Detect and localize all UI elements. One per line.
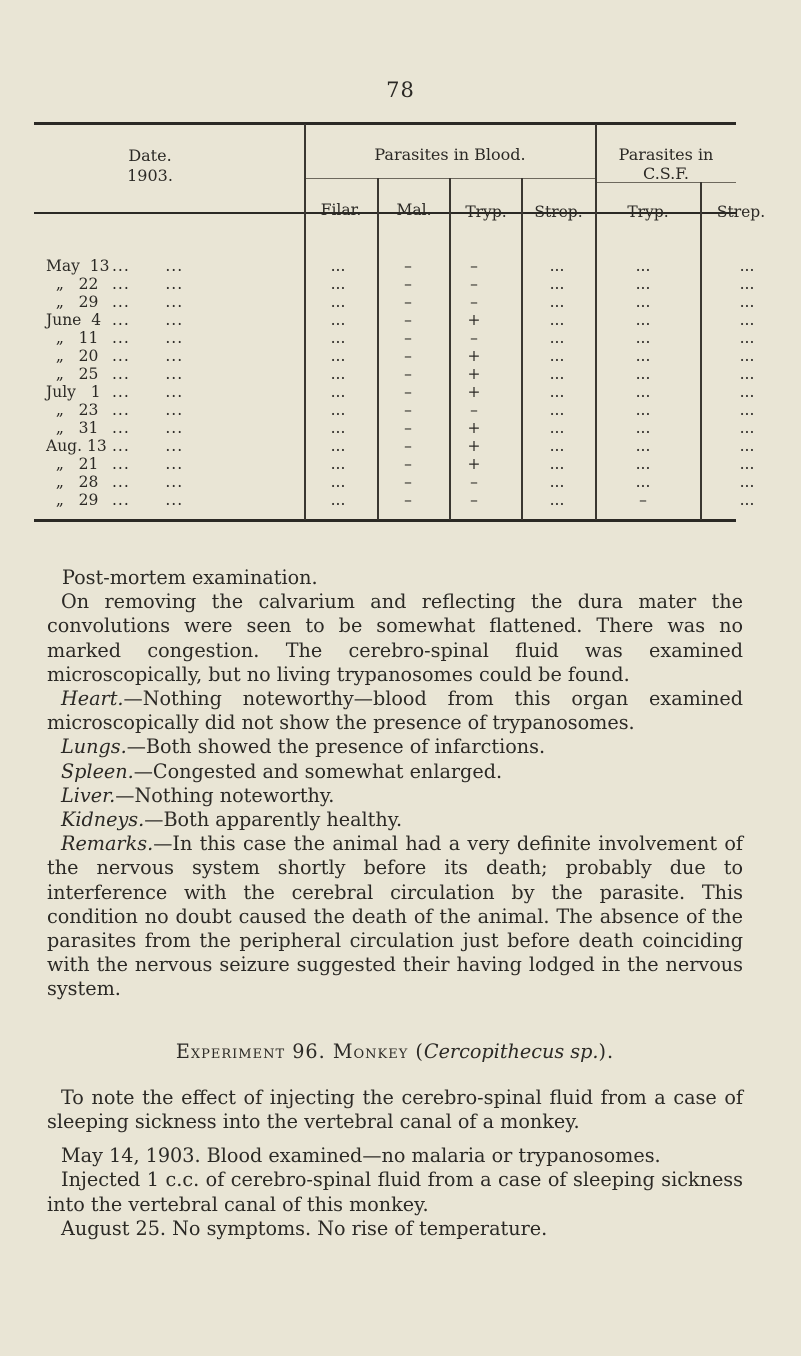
cell-mal: – (404, 257, 412, 275)
table-row (0, 311, 801, 329)
row-leader-dots: ... ... (112, 365, 184, 383)
cell-csf-strep: ... (739, 347, 755, 365)
row-leader-dots: ... ... (112, 293, 184, 311)
cell-strep: ... (549, 473, 565, 491)
cell-mal: – (404, 347, 412, 365)
cell-csf-strep: ... (739, 401, 755, 419)
heart-label: Heart. (61, 687, 124, 711)
row-leader-dots: ... ... (112, 437, 184, 455)
cell-mal: – (404, 275, 412, 293)
post-mortem-heart (47, 687, 743, 735)
experiment-title-text: Experiment 96. Monkey ( (175, 1039, 424, 1063)
cell-tryp: + (467, 437, 481, 455)
cell-tryp: – (470, 293, 478, 311)
cell-csf-tryp: ... (635, 455, 651, 473)
spleen-label: Spleen. (61, 759, 134, 783)
table-row (0, 473, 801, 491)
table-row (0, 365, 801, 383)
date-header (110, 146, 190, 186)
row-date: June 4 (46, 311, 102, 329)
cell-csf-tryp: ... (635, 419, 651, 437)
row-leader-dots: ... ... (112, 257, 184, 275)
experiment-may14: May 14, 1903. Blood examined—no malaria or trypanosomes. (61, 1144, 661, 1168)
cell-tryp: + (467, 311, 481, 329)
cell-mal: – (404, 473, 412, 491)
kidneys-text: —Both apparently healthy. (144, 808, 403, 832)
row-date: „ 11 (46, 329, 99, 347)
cell-tryp: + (467, 455, 481, 473)
cell-tryp: + (467, 365, 481, 383)
row-leader-dots: ... ... (112, 419, 184, 437)
cell-strep: ... (549, 365, 565, 383)
row-date: „ 31 (46, 419, 99, 437)
cell-filar: ... (330, 383, 346, 401)
experiment-species: Cercopithecus sp. (423, 1039, 599, 1063)
row-date: „ 23 (46, 401, 99, 419)
cell-csf-tryp: ... (635, 311, 651, 329)
csf-header: Parasites in C.S.F. (618, 145, 714, 183)
lungs-text: —Both showed the presence of infarctions. (126, 735, 546, 759)
cell-filar: ... (330, 455, 346, 473)
col-header-tryp: Tryp. (465, 203, 507, 221)
row-leader-dots: ... ... (112, 455, 184, 473)
cell-csf-strep: ... (739, 365, 755, 383)
remarks-text: —In this case the animal had a very definite involvement of the nervous system shortly before its death; probably due to interference with the cerebral circulation by the parasite. This condition no doubt caused the death of the animal. The absence of the parasites from the peripheral circulation just before death coinciding with the nervous seizure suggested their having lodged in the nervous system. (47, 832, 743, 1001)
row-date: „ 21 (46, 455, 99, 473)
experiment-injected: Injected 1 c.c. of cerebro-spinal fluid from a case of sleeping sickness into the vertebral canal of this monkey. (47, 1168, 743, 1216)
cell-strep: ... (549, 257, 565, 275)
post-mortem-brain: On removing the calvarium and reflecting the dura mater the convolutions were seen to be somewhat flattened. There was no marked congestion. The cerebro-spinal fluid was examined microscopically, but no living trypanosomes could be found. (47, 590, 743, 686)
cell-mal: – (404, 419, 412, 437)
cell-csf-strep: ... (739, 455, 755, 473)
liver-text: —Nothing noteworthy. (115, 783, 335, 807)
cell-strep: ... (549, 347, 565, 365)
cell-tryp: – (470, 329, 478, 347)
cell-filar: ... (330, 329, 346, 347)
table-row (0, 347, 801, 365)
cell-tryp: – (470, 257, 478, 275)
cell-filar: ... (330, 491, 346, 509)
cell-mal: – (404, 383, 412, 401)
cell-filar: ... (330, 257, 346, 275)
blood-header: Parasites in Blood. (374, 145, 526, 164)
cell-filar: ... (330, 293, 346, 311)
table-row (0, 437, 801, 455)
page-number: 78 (386, 78, 415, 102)
cell-filar: ... (330, 311, 346, 329)
cell-mal: – (404, 329, 412, 347)
cell-filar: ... (330, 473, 346, 491)
date-header-line2: 1903. (127, 166, 173, 185)
table-row (0, 275, 801, 293)
cell-tryp: – (470, 401, 478, 419)
lungs-label: Lungs. (61, 735, 127, 759)
col-header-csf-strep: Strep. (716, 203, 766, 221)
row-date: „ 29 (46, 293, 99, 311)
cell-tryp: – (470, 275, 478, 293)
row-date: „ 29 (46, 491, 99, 509)
row-leader-dots: ... ... (112, 383, 184, 401)
table-row (0, 293, 801, 311)
table-row (0, 491, 801, 509)
cell-csf-strep: ... (739, 437, 755, 455)
liver-label: Liver. (61, 783, 116, 807)
row-leader-dots: ... ... (112, 311, 184, 329)
cell-strep: ... (549, 311, 565, 329)
row-date: „ 28 (46, 473, 99, 491)
spleen-text: —Congested and somewhat enlarged. (133, 759, 503, 783)
col-header-filar: Filar. (320, 201, 362, 219)
row-leader-dots: ... ... (112, 275, 184, 293)
row-date: July 1 (46, 383, 101, 401)
col-header-strep: Strep. (534, 203, 583, 221)
cell-csf-tryp: ... (635, 383, 651, 401)
row-leader-dots: ... ... (112, 347, 184, 365)
row-date: „ 25 (46, 365, 99, 383)
cell-mal: – (404, 365, 412, 383)
cell-csf-tryp: ... (635, 347, 651, 365)
cell-tryp: – (470, 473, 478, 491)
cell-tryp: + (467, 383, 481, 401)
table-row (0, 419, 801, 437)
table-row (0, 401, 801, 419)
cell-csf-tryp: ... (635, 473, 651, 491)
parasite-table (0, 0, 801, 540)
cell-strep: ... (549, 455, 565, 473)
cell-csf-tryp: – (639, 491, 647, 509)
col-header-csf-tryp: Tryp. (627, 203, 669, 221)
row-leader-dots: ... ... (112, 473, 184, 491)
row-date: Aug. 13 (46, 437, 107, 455)
row-date: „ 20 (46, 347, 99, 365)
cell-csf-tryp: ... (635, 401, 651, 419)
post-mortem-lungs (47, 735, 743, 759)
cell-filar: ... (330, 365, 346, 383)
cell-csf-strep: ... (739, 293, 755, 311)
cell-tryp: + (467, 347, 481, 365)
cell-tryp: – (470, 491, 478, 509)
post-mortem-remarks (47, 832, 743, 1001)
cell-mal: – (404, 401, 412, 419)
cell-csf-strep: ... (739, 491, 755, 509)
experiment-aug25: August 25. No symptoms. No rise of temperature. (61, 1216, 548, 1240)
experiment-aim: To note the effect of injecting the cerebro-spinal fluid from a case of sleeping sickness into the vertebral canal of a monkey. (47, 1085, 743, 1134)
post-mortem-spleen (47, 760, 743, 784)
cell-mal: – (404, 437, 412, 455)
cell-mal: – (404, 311, 412, 329)
cell-filar: ... (330, 419, 346, 437)
post-mortem-kidneys (47, 808, 743, 832)
cell-csf-strep: ... (739, 419, 755, 437)
cell-strep: ... (549, 401, 565, 419)
cell-csf-strep: ... (739, 383, 755, 401)
cell-csf-tryp: ... (635, 293, 651, 311)
cell-csf-tryp: ... (635, 275, 651, 293)
cell-filar: ... (330, 401, 346, 419)
cell-filar: ... (330, 347, 346, 365)
cell-strep: ... (549, 491, 565, 509)
cell-tryp: + (467, 419, 481, 437)
table-top-rule (34, 122, 736, 125)
row-leader-dots: ... ... (112, 329, 184, 347)
cell-strep: ... (549, 437, 565, 455)
cell-filar: ... (330, 275, 346, 293)
cell-csf-tryp: ... (635, 257, 651, 275)
cell-csf-strep: ... (739, 329, 755, 347)
cell-csf-tryp: ... (635, 329, 651, 347)
table-row (0, 383, 801, 401)
cell-filar: ... (330, 437, 346, 455)
body-text (47, 566, 743, 1241)
row-date: „ 22 (46, 275, 99, 293)
experiment-title-end: ). (598, 1039, 615, 1063)
cell-strep: ... (549, 383, 565, 401)
cell-csf-strep: ... (739, 275, 755, 293)
cell-csf-tryp: ... (635, 437, 651, 455)
cell-csf-strep: ... (739, 473, 755, 491)
table-row (0, 257, 801, 275)
cell-strep: ... (549, 275, 565, 293)
table-row (0, 329, 801, 347)
kidneys-label: Kidneys. (61, 808, 145, 832)
row-leader-dots: ... ... (112, 491, 184, 509)
cell-strep: ... (549, 293, 565, 311)
heart-text: —Nothing noteworthy—blood from this organ examined microscopically did not show the presence of trypanosomes. (47, 687, 743, 735)
table-row (0, 455, 801, 473)
cell-strep: ... (549, 419, 565, 437)
row-date: May 13 (46, 257, 110, 275)
table-bottom-rule (34, 519, 736, 522)
col-header-mal: Mal. (396, 201, 432, 219)
remarks-label: Remarks. (61, 832, 154, 856)
post-mortem-liver (47, 784, 743, 808)
date-header-line1: Date. (128, 146, 172, 165)
cell-mal: – (404, 293, 412, 311)
cell-mal: – (404, 491, 412, 509)
cell-strep: ... (549, 329, 565, 347)
cell-csf-strep: ... (739, 257, 755, 275)
cell-csf-strep: ... (739, 311, 755, 329)
cell-csf-tryp: ... (635, 365, 651, 383)
row-leader-dots: ... ... (112, 401, 184, 419)
cell-mal: – (404, 455, 412, 473)
post-mortem-heading: Post-mortem examination. (62, 566, 318, 589)
experiment-title (47, 1040, 743, 1064)
